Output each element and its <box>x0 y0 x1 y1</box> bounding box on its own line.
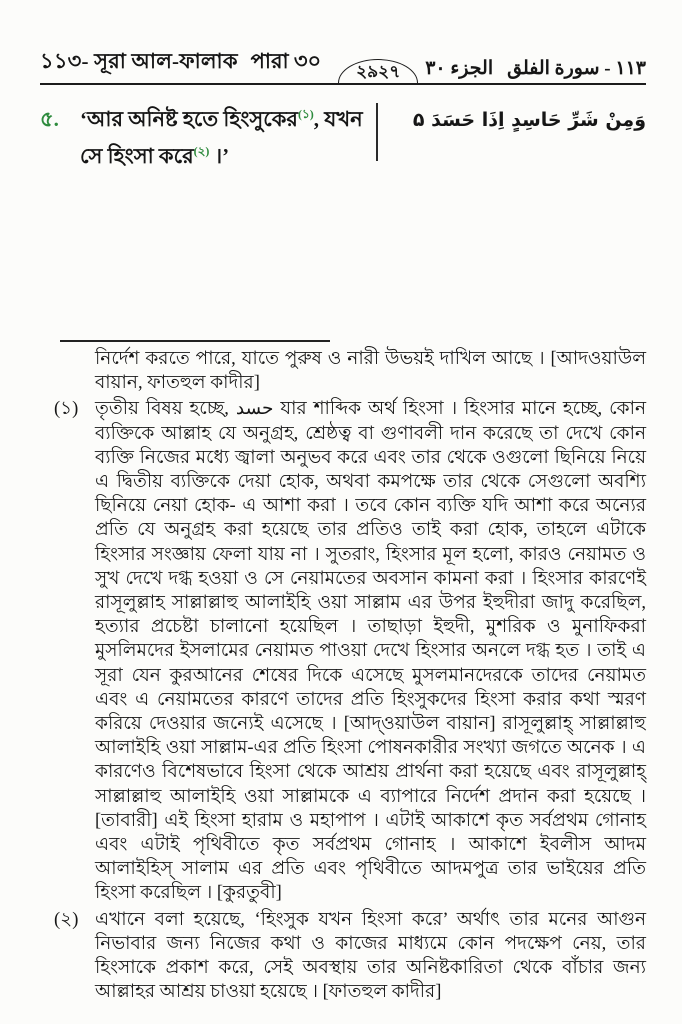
header-arabic-group <box>425 57 646 80</box>
verse-translation-bengali <box>80 101 372 175</box>
footnote-text-1: তৃতীয় বিষয় হচ্ছে, حسد যার শাব্দিক অর্থ হিংসা । হিংসার মানে হচ্ছে, কোন ব্যক্তিকে আল্লাহ যে অনুগ্রহ, শ্রেষ্ঠত্ব বা গুণাবলী দান করেছে তা দেখে কোন ব্যক্তি নিজের মধ্যে জ্বালা অনুভব করে এবং তার থেকে ওগুলো ছিনিয়ে নিয়ে এ দ্বিতীয় ব্যক্তিকে দেয়া হোক, অথবা কমপক্ষে তার থেকে সেগুলো অবশ্যি ছিনিয়ে নেয়া হোক- এ আশা করা । তবে কোন ব্যক্তি যদি আশা করে অন্যের প্রতি যে অনুগ্রহ করা হয়েছে তার প্রতিও তাই করা হোক, তাহলে এটাকে হিংসার সংজ্ঞায় ফেলা যায় না । সুতরাং, হিংসার মূল হলো, কারও নেয়ামত ও সুখ দেখে দগ্ধ হওয়া ও সে নেয়ামতের অবসান কামনা করা । হিংসার কারণেই রাসূলুল্লাহ সাল্লাল্লাহু আলাইহি ওয়া সাল্লাম এর উপর ইহুদীরা জাদু করেছিল, হত্যার প্রচেষ্টা চালানো হয়েছিল । তাছাড়া ইহুদী, মুশরিক ও মুনাফিকরা মুসলিমদের ইসলামের নেয়ামত পাওয়া দেখে হিংসার অনলে দগ্ধ হত । তাই এ সূরা যেন কুরআনের শেষের দিকে এসেছে মুসলমানদেরকে তাদের নেয়ামত এবং এ নেয়ামতের কারণে তাদের প্রতি হিংসুকদের হিংসা করার কথা স্মরণ করিয়ে দেওয়ার জন্যেই এসেছে । [আদ্‌ওয়াউল বায়ান] রাসূলুল্লাহ্ সাল্লাল্লাহু আলাইহি ওয়া সাল্লাম-এর প্রতি হিংসা পোষনকারীর সংখ্যা জগতে অনেক । এ কারণেও বিশেষভাবে হিংসা থেকে আশ্রয় প্রার্থনা করা হয়েছে এবং রাসূলুল্লাহ্ সাল্লাল্লাহু আলাইহি ওয়া সাল্লামকে এ ব্যাপারে নির্দেশ প্রদান করা হয়েছে । [তাবারী] এই হিংসা হারাম ও মহাপাপ । এটাই আকাশে কৃত সর্বপ্রথম গোনাহ এবং এটাই পৃথিবীতে কৃত সর্বপ্রথম গোনাহ । আকাশে ইবলীস আদম আলাইহিস্ সালাম এর প্রতি এবং পৃথিবীতে আদমপুত্র তার ভাইয়ের প্রতি হিংসা করেছিল । [কুরতুবী] <box>95 399 646 904</box>
surah-title-arabic: ١١٣ - سورة الفلق <box>507 58 646 79</box>
footnote-continuation-text: নির্দেশ করতে পারে, যাতে পুরুষ ও নারী উভয়ই দাখিল আছে । [আদওয়াউল বায়ান, ফাতহুল কাদীর] <box>95 349 646 394</box>
verse-arabic: وَمِنْ شَرِّ حَاسِدٍ اِذَا حَسَدَ ۵ <box>412 109 646 131</box>
juz-label-arabic: الجزء ٣٠ <box>425 58 494 79</box>
footnote-item-1 <box>40 397 646 905</box>
footnote-ref-2: (২) <box>193 144 210 158</box>
column-divider <box>376 103 378 161</box>
verse-text-part1: ‘আর অনিষ্ট হতে হিংসুকের <box>80 107 298 131</box>
verse-number: ৫. <box>40 107 59 131</box>
footnote-text-2: এখানে বলা হয়েছে, ‘হিংসুক যখন হিংসা করে’ অর্থাৎ তার মনের আগুন নিভাবার জন্য নিজের কথা ও কাজের মাধ্যমে কোন পদক্ষেপ নেয়, তার হিংসাকে প্রকাশ করে, সেই অবস্থায় তার অনিষ্টকারিতা থেকে বাঁচার জন্য আল্লাহর আশ্রয় চাওয়া হয়েছে । [ফাতহুল কাদীর] <box>95 909 646 1003</box>
page-number: ২৯২৭ <box>356 62 401 81</box>
footnote-item-2 <box>40 908 646 1005</box>
para-number: পারা ৩০ <box>250 49 322 73</box>
footnote-ref-1: (১) <box>297 107 314 121</box>
footnote-continuation <box>40 347 646 395</box>
footnote-marker-2: (২) <box>54 909 79 930</box>
verse-row <box>40 101 646 175</box>
page-number-tab <box>338 59 418 83</box>
verse-text-part3: ।’ <box>209 144 230 168</box>
surah-title-bengali: ১১৩- সূরা আল-ফালাক <box>40 49 238 73</box>
footnote-separator-line <box>60 340 330 342</box>
verse-text-part2: , যখন সে হিংসা করে <box>80 107 363 168</box>
footnotes-body <box>40 347 646 1004</box>
footnote-marker-1: (১) <box>54 399 79 420</box>
footnotes-section <box>40 340 646 1004</box>
page-header <box>40 36 646 85</box>
